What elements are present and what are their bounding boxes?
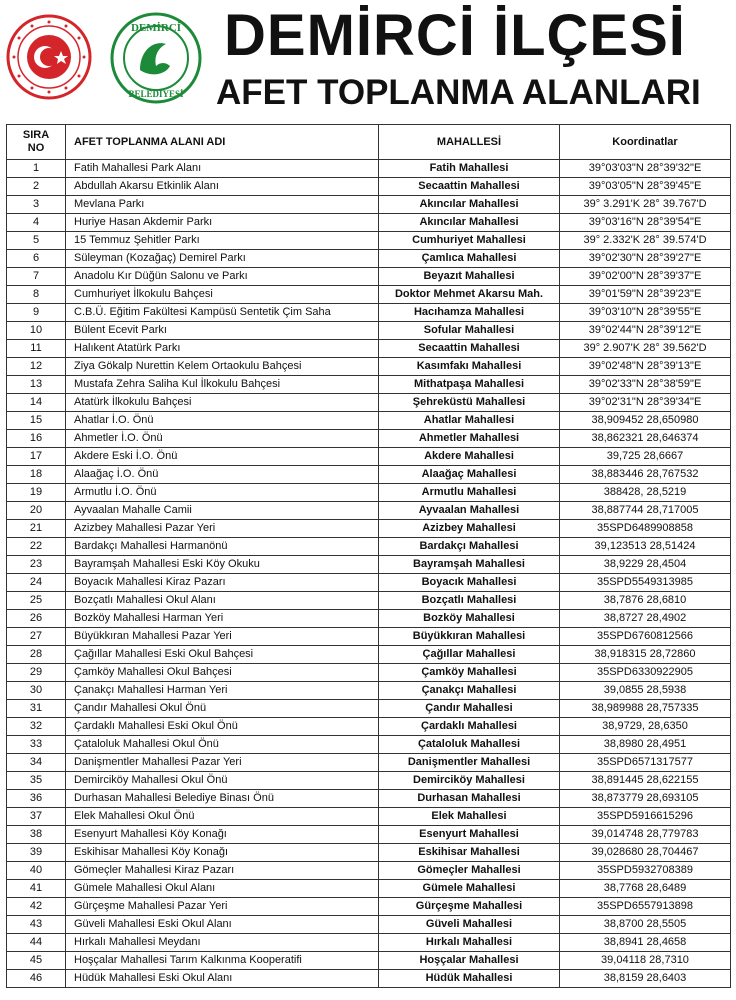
row-number: 8 <box>7 286 66 304</box>
coordinates: 39,014748 28,779783 <box>560 826 731 844</box>
coordinates: 38,887744 28,717005 <box>560 502 731 520</box>
table-row <box>7 790 731 808</box>
table-row <box>7 214 731 232</box>
district-name: Hırkalı Mahallesi <box>379 934 560 952</box>
coordinates: 35SPD5549313985 <box>560 574 731 592</box>
district-name: Çamlıca Mahallesi <box>379 250 560 268</box>
district-name: Bozçatlı Mahallesi <box>379 592 560 610</box>
coordinates: 388428, 28,5219 <box>560 484 731 502</box>
coordinates: 35SPD5932708389 <box>560 862 731 880</box>
row-number: 15 <box>7 412 66 430</box>
district-name: Büyükkıran Mahallesi <box>379 628 560 646</box>
coordinates: 38,8980 28,4951 <box>560 736 731 754</box>
district-name: Güveli Mahallesi <box>379 916 560 934</box>
table-row <box>7 484 731 502</box>
area-name: Hüdük Mahallesi Eski Okul Alanı <box>66 970 379 988</box>
row-number: 13 <box>7 376 66 394</box>
area-name: Boyacık Mahallesi Kiraz Pazarı <box>66 574 379 592</box>
table-header-row <box>7 125 731 160</box>
row-number: 23 <box>7 556 66 574</box>
row-number: 25 <box>7 592 66 610</box>
table-row <box>7 322 731 340</box>
district-name: Hoşçalar Mahallesi <box>379 952 560 970</box>
area-name: Ziya Gökalp Nurettin Kelem Ortaokulu Bahçesi <box>66 358 379 376</box>
coordinates: 38,8941 28,4658 <box>560 934 731 952</box>
table-row <box>7 430 731 448</box>
table-row <box>7 340 731 358</box>
district-name: Cumhuriyet Mahallesi <box>379 232 560 250</box>
row-number: 17 <box>7 448 66 466</box>
district-name: Alaağaç Mahallesi <box>379 466 560 484</box>
page-title: DEMİRCİ İLÇESİ <box>224 3 686 68</box>
district-name: Boyacık Mahallesi <box>379 574 560 592</box>
district-name: Sofular Mahallesi <box>379 322 560 340</box>
area-name: Süleyman (Kozağaç) Demirel Parkı <box>66 250 379 268</box>
table-row <box>7 826 731 844</box>
area-name: Gömeçler Mahallesi Kiraz Pazarı <box>66 862 379 880</box>
area-name: Abdullah Akarsu Etkinlik Alanı <box>66 178 379 196</box>
district-name: Gümele Mahallesi <box>379 880 560 898</box>
area-name: Halıkent Atatürk Parkı <box>66 340 379 358</box>
district-name: Doktor Mehmet Akarsu Mah. <box>379 286 560 304</box>
area-name: Bayramşah Mahallesi Eski Köy Okuku <box>66 556 379 574</box>
row-number: 22 <box>7 538 66 556</box>
area-name: Azizbey Mahallesi Pazar Yeri <box>66 520 379 538</box>
coordinates: 35SPD5916615296 <box>560 808 731 826</box>
table-row <box>7 700 731 718</box>
header-no: SIRA NO <box>7 125 66 160</box>
table-row <box>7 592 731 610</box>
table-row <box>7 178 731 196</box>
row-number: 20 <box>7 502 66 520</box>
row-number: 40 <box>7 862 66 880</box>
row-number: 45 <box>7 952 66 970</box>
coordinates: 38,909452 28,650980 <box>560 412 731 430</box>
table-row <box>7 844 731 862</box>
kaymakamlik-seal-logo <box>6 14 92 100</box>
row-number: 42 <box>7 898 66 916</box>
row-number: 39 <box>7 844 66 862</box>
district-name: Danişmentler Mahallesi <box>379 754 560 772</box>
coordinates: 39°03'05"N 28°39'45"E <box>560 178 731 196</box>
district-name: Armutlu Mahallesi <box>379 484 560 502</box>
page-subtitle: AFET TOPLANMA ALANLARI <box>216 73 701 112</box>
table-row <box>7 772 731 790</box>
table-row <box>7 538 731 556</box>
row-number: 4 <box>7 214 66 232</box>
area-name: Elek Mahallesi Okul Önü <box>66 808 379 826</box>
district-name: Azizbey Mahallesi <box>379 520 560 538</box>
table-row <box>7 268 731 286</box>
row-number: 38 <box>7 826 66 844</box>
table-row <box>7 250 731 268</box>
district-name: Ahatlar Mahallesi <box>379 412 560 430</box>
table-row <box>7 916 731 934</box>
table-row <box>7 520 731 538</box>
row-number: 28 <box>7 646 66 664</box>
coordinates: 39°02'00"N 28°39'37"E <box>560 268 731 286</box>
table-row <box>7 232 731 250</box>
area-name: Atatürk İlkokulu Bahçesi <box>66 394 379 412</box>
area-name: Çamköy Mahallesi Okul Bahçesi <box>66 664 379 682</box>
coordinates: 38,891445 28,622155 <box>560 772 731 790</box>
coordinates: 38,7876 28,6810 <box>560 592 731 610</box>
district-name: Hacıhamza Mahallesi <box>379 304 560 322</box>
row-number: 16 <box>7 430 66 448</box>
table-row <box>7 646 731 664</box>
row-number: 24 <box>7 574 66 592</box>
belediye-logo <box>110 12 202 104</box>
area-name: Mustafa Zehra Saliha Kul İlkokulu Bahçesi <box>66 376 379 394</box>
row-number: 44 <box>7 934 66 952</box>
row-number: 36 <box>7 790 66 808</box>
coordinates: 39° 3.291'K 28° 39.767'D <box>560 196 731 214</box>
coordinates: 38,7768 28,6489 <box>560 880 731 898</box>
coordinates: 39,04118 28,7310 <box>560 952 731 970</box>
row-number: 37 <box>7 808 66 826</box>
table-row <box>7 196 731 214</box>
area-name: Çardaklı Mahallesi Eski Okul Önü <box>66 718 379 736</box>
coordinates: 35SPD6330922905 <box>560 664 731 682</box>
row-number: 34 <box>7 754 66 772</box>
coordinates: 39°02'30"N 28°39'27"E <box>560 250 731 268</box>
coordinates: 39°02'33"N 28°38'59"E <box>560 376 731 394</box>
coordinates: 38,989988 28,757335 <box>560 700 731 718</box>
area-name: Anadolu Kır Düğün Salonu ve Parkı <box>66 268 379 286</box>
district-name: Çanakçı Mahallesi <box>379 682 560 700</box>
area-name: Eskihisar Mahallesi Köy Konağı <box>66 844 379 862</box>
district-name: Fatih Mahallesi <box>379 160 560 178</box>
district-name: Çandır Mahallesi <box>379 700 560 718</box>
table-row <box>7 286 731 304</box>
district-name: Ahmetler Mahallesi <box>379 430 560 448</box>
coordinates: 35SPD6489908858 <box>560 520 731 538</box>
table-row <box>7 412 731 430</box>
district-name: Ayvaalan Mahallesi <box>379 502 560 520</box>
table-row <box>7 466 731 484</box>
district-name: Secaattin Mahallesi <box>379 340 560 358</box>
coordinates: 39° 2.907'K 28° 39.562'D <box>560 340 731 358</box>
district-name: Akıncılar Mahallesi <box>379 196 560 214</box>
table-row <box>7 394 731 412</box>
row-number: 35 <box>7 772 66 790</box>
row-number: 3 <box>7 196 66 214</box>
district-name: Kasımfakı Mahallesi <box>379 358 560 376</box>
coordinates: 38,918315 28,72860 <box>560 646 731 664</box>
area-name: Mevlana Parkı <box>66 196 379 214</box>
table-row <box>7 304 731 322</box>
row-number: 18 <box>7 466 66 484</box>
area-name: Fatih Mahallesi Park Alanı <box>66 160 379 178</box>
area-name: C.B.Ü. Eğitim Fakültesi Kampüsü Sentetik Çim Saha <box>66 304 379 322</box>
table-row <box>7 880 731 898</box>
area-name: Demirciköy Mahallesi Okul Önü <box>66 772 379 790</box>
row-number: 10 <box>7 322 66 340</box>
row-number: 6 <box>7 250 66 268</box>
area-name: Bozköy Mahallesi Harman Yeri <box>66 610 379 628</box>
table-row <box>7 628 731 646</box>
coordinates: 38,8159 28,6403 <box>560 970 731 988</box>
area-name: Hırkalı Mahallesi Meydanı <box>66 934 379 952</box>
row-number: 31 <box>7 700 66 718</box>
row-number: 2 <box>7 178 66 196</box>
table-row <box>7 898 731 916</box>
row-number: 26 <box>7 610 66 628</box>
district-name: Bozköy Mahallesi <box>379 610 560 628</box>
coordinates: 39°03'10"N 28°39'55"E <box>560 304 731 322</box>
coordinates: 39,028680 28,704467 <box>560 844 731 862</box>
table-row <box>7 376 731 394</box>
coordinates: 38,8700 28,5505 <box>560 916 731 934</box>
table-row <box>7 952 731 970</box>
table-row <box>7 358 731 376</box>
area-name: Bardakçı Mahallesi Harmanönü <box>66 538 379 556</box>
area-name: Ahatlar İ.O. Önü <box>66 412 379 430</box>
area-name: Çağıllar Mahallesi Eski Okul Bahçesi <box>66 646 379 664</box>
row-number: 9 <box>7 304 66 322</box>
table-row <box>7 502 731 520</box>
area-name: 15 Temmuz Şehitler Parkı <box>66 232 379 250</box>
district-name: Bayramşah Mahallesi <box>379 556 560 574</box>
coordinates: 35SPD6760812566 <box>560 628 731 646</box>
table-row <box>7 970 731 988</box>
area-name: Esenyurt Mahallesi Köy Konağı <box>66 826 379 844</box>
area-name: Büyükkıran Mahallesi Pazar Yeri <box>66 628 379 646</box>
coordinates: 38,862321 28,646374 <box>560 430 731 448</box>
coordinates: 39°03'16"N 28°39'54"E <box>560 214 731 232</box>
row-number: 1 <box>7 160 66 178</box>
row-number: 12 <box>7 358 66 376</box>
table-row <box>7 682 731 700</box>
row-number: 32 <box>7 718 66 736</box>
row-number: 11 <box>7 340 66 358</box>
district-name: Akdere Mahallesi <box>379 448 560 466</box>
header-district: MAHALLESİ <box>379 125 560 160</box>
district-name: Çataloluk Mahallesi <box>379 736 560 754</box>
district-name: Gömeçler Mahallesi <box>379 862 560 880</box>
table-row <box>7 934 731 952</box>
area-name: Cumhuriyet İlkokulu Bahçesi <box>66 286 379 304</box>
district-name: Gürçeşme Mahallesi <box>379 898 560 916</box>
area-name: Hoşçalar Mahallesi Tarım Kalkınma Kooperatifi <box>66 952 379 970</box>
district-name: Akıncılar Mahallesi <box>379 214 560 232</box>
row-number: 14 <box>7 394 66 412</box>
district-name: Secaattin Mahallesi <box>379 178 560 196</box>
page-header <box>0 0 736 122</box>
row-number: 41 <box>7 880 66 898</box>
area-name: Bülent Ecevit Parkı <box>66 322 379 340</box>
area-name: Danişmentler Mahallesi Pazar Yeri <box>66 754 379 772</box>
coordinates: 38,9229 28,4504 <box>560 556 731 574</box>
area-name: Gürçeşme Mahallesi Pazar Yeri <box>66 898 379 916</box>
table-row <box>7 574 731 592</box>
row-number: 43 <box>7 916 66 934</box>
coordinates: 39°02'44"N 28°39'12"E <box>560 322 731 340</box>
district-name: Durhasan Mahallesi <box>379 790 560 808</box>
coordinates: 39°01'59"N 28°39'23"E <box>560 286 731 304</box>
district-name: Çardaklı Mahallesi <box>379 718 560 736</box>
header-name: AFET TOPLANMA ALANI ADI <box>66 125 379 160</box>
table-row <box>7 808 731 826</box>
district-name: Çamköy Mahallesi <box>379 664 560 682</box>
table-row <box>7 556 731 574</box>
district-name: Bardakçı Mahallesi <box>379 538 560 556</box>
coordinates: 38,8727 28,4902 <box>560 610 731 628</box>
area-name: Huriye Hasan Akdemir Parkı <box>66 214 379 232</box>
row-number: 29 <box>7 664 66 682</box>
area-name: Akdere Eski İ.O. Önü <box>66 448 379 466</box>
coordinates: 39°02'48"N 28°39'13"E <box>560 358 731 376</box>
coordinates: 39°03'03"N 28°39'32"E <box>560 160 731 178</box>
table-row <box>7 718 731 736</box>
row-number: 46 <box>7 970 66 988</box>
area-name: Güveli Mahallesi Eski Okul Alanı <box>66 916 379 934</box>
district-name: Hüdük Mahallesi <box>379 970 560 988</box>
area-name: Çandır Mahallesi Okul Önü <box>66 700 379 718</box>
coordinates: 39,123513 28,51424 <box>560 538 731 556</box>
district-name: Eskihisar Mahallesi <box>379 844 560 862</box>
coordinates: 38,873779 28,693105 <box>560 790 731 808</box>
table-row <box>7 448 731 466</box>
svg-text:DEMİRCİ: DEMİRCİ <box>130 22 182 34</box>
table-row <box>7 736 731 754</box>
district-name: Demirciköy Mahallesi <box>379 772 560 790</box>
table-row <box>7 160 731 178</box>
table-row <box>7 664 731 682</box>
row-number: 30 <box>7 682 66 700</box>
row-number: 27 <box>7 628 66 646</box>
area-name: Ayvaalan Mahalle Camii <box>66 502 379 520</box>
row-number: 19 <box>7 484 66 502</box>
district-name: Beyazıt Mahallesi <box>379 268 560 286</box>
area-name: Bozçatlı Mahallesi Okul Alanı <box>66 592 379 610</box>
row-number: 33 <box>7 736 66 754</box>
coordinates: 35SPD6557913898 <box>560 898 731 916</box>
assembly-areas-table <box>6 124 731 988</box>
coordinates: 35SPD6571317577 <box>560 754 731 772</box>
area-name: Durhasan Mahallesi Belediye Binası Önü <box>66 790 379 808</box>
table-row <box>7 754 731 772</box>
district-name: Çağıllar Mahallesi <box>379 646 560 664</box>
coordinates: 39°02'31"N 28°39'34"E <box>560 394 731 412</box>
district-name: Mithatpaşa Mahallesi <box>379 376 560 394</box>
area-name: Çataloluk Mahallesi Okul Önü <box>66 736 379 754</box>
coordinates: 39,0855 28,5938 <box>560 682 731 700</box>
coordinates: 38,9729, 28,6350 <box>560 718 731 736</box>
area-name: Ahmetler İ.O. Önü <box>66 430 379 448</box>
coordinates: 39° 2.332'K 28° 39.574'D <box>560 232 731 250</box>
coordinates: 38,883446 28,767532 <box>560 466 731 484</box>
area-name: Armutlu İ.O. Önü <box>66 484 379 502</box>
coordinates: 39,725 28,6667 <box>560 448 731 466</box>
svg-text:BELEDİYESİ: BELEDİYESİ <box>128 89 184 99</box>
row-number: 5 <box>7 232 66 250</box>
district-name: Esenyurt Mahallesi <box>379 826 560 844</box>
row-number: 21 <box>7 520 66 538</box>
table-row <box>7 862 731 880</box>
district-name: Şehreküstü Mahallesi <box>379 394 560 412</box>
area-name: Alaağaç İ.O. Önü <box>66 466 379 484</box>
area-name: Gümele Mahallesi Okul Alanı <box>66 880 379 898</box>
table-row <box>7 610 731 628</box>
header-coords: Koordinatlar <box>560 125 731 160</box>
row-number: 7 <box>7 268 66 286</box>
district-name: Elek Mahallesi <box>379 808 560 826</box>
area-name: Çanakçı Mahallesi Harman Yeri <box>66 682 379 700</box>
